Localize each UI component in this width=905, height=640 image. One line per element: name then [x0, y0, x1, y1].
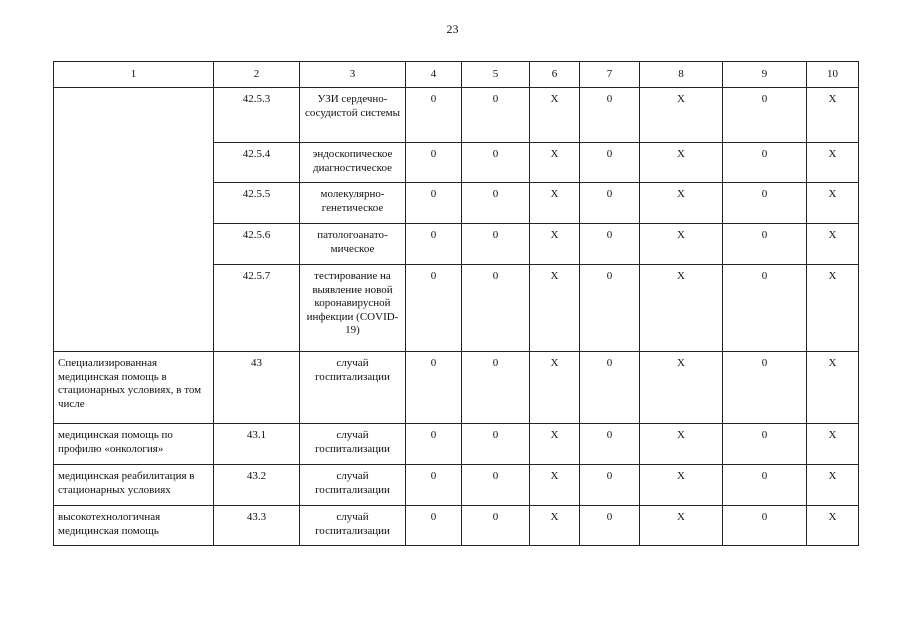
- row-value-c7: 0: [580, 424, 640, 465]
- row-value-c7: 0: [580, 352, 640, 424]
- row-code-cell: 42.5.6: [214, 224, 300, 265]
- row-value-c10: X: [807, 88, 859, 143]
- row-code-cell: 43.2: [214, 465, 300, 506]
- row-value-c4: 0: [406, 183, 462, 224]
- row-code-cell: 43.1: [214, 424, 300, 465]
- row-value-c9: 0: [723, 506, 807, 546]
- row-name-cell: медицинская помощь по профилю «онкология»: [54, 424, 214, 465]
- row-unit-cell: патологоанато-мическое: [300, 224, 406, 265]
- row-code-cell: 42.5.4: [214, 143, 300, 183]
- header-cell-5: 5: [462, 62, 530, 88]
- row-value-c6: X: [530, 465, 580, 506]
- row-value-c4: 0: [406, 352, 462, 424]
- row-value-c5: 0: [462, 143, 530, 183]
- row-value-c8: X: [640, 183, 723, 224]
- row-value-c10: X: [807, 506, 859, 546]
- row-value-c5: 0: [462, 265, 530, 352]
- row-name-cell: Специализированная медицинская помощь в стационарных условиях, в том числе: [54, 352, 214, 424]
- header-cell-8: 8: [640, 62, 723, 88]
- row-code-cell: 42.5.3: [214, 88, 300, 143]
- row-value-c9: 0: [723, 424, 807, 465]
- row-unit-cell: тестирование на выявление новой коронавирусной инфекции (COVID-19): [300, 265, 406, 352]
- header-row: [54, 62, 859, 88]
- row-value-c6: X: [530, 506, 580, 546]
- row-code-cell: 43: [214, 352, 300, 424]
- row-value-c4: 0: [406, 465, 462, 506]
- header-cell-9: 9: [723, 62, 807, 88]
- header-cell-6: 6: [530, 62, 580, 88]
- table-row: [54, 465, 859, 506]
- row-value-c10: X: [807, 224, 859, 265]
- row-value-c8: X: [640, 506, 723, 546]
- row-value-c8: X: [640, 88, 723, 143]
- row-value-c5: 0: [462, 506, 530, 546]
- row-value-c10: X: [807, 352, 859, 424]
- row-code-cell: 43.3: [214, 506, 300, 546]
- row-value-c5: 0: [462, 352, 530, 424]
- row-value-c7: 0: [580, 183, 640, 224]
- row-name-cell: медицинская реабилитация в стационарных условиях: [54, 465, 214, 506]
- row-value-c8: X: [640, 143, 723, 183]
- row-value-c4: 0: [406, 506, 462, 546]
- table-row: [54, 88, 859, 143]
- row-value-c7: 0: [580, 224, 640, 265]
- row-value-c7: 0: [580, 465, 640, 506]
- row-value-c4: 0: [406, 265, 462, 352]
- row-value-c8: X: [640, 224, 723, 265]
- row-unit-cell: случай госпитализации: [300, 465, 406, 506]
- header-cell-10: 10: [807, 62, 859, 88]
- row-value-c4: 0: [406, 88, 462, 143]
- header-cell-7: 7: [580, 62, 640, 88]
- row-unit-cell: случай госпитализации: [300, 506, 406, 546]
- row-value-c6: X: [530, 143, 580, 183]
- row-unit-cell: УЗИ сердечно-сосудистой системы: [300, 88, 406, 143]
- row-value-c5: 0: [462, 224, 530, 265]
- row-unit-cell: молекулярно-генетическое: [300, 183, 406, 224]
- row-value-c10: X: [807, 265, 859, 352]
- table-row: [54, 424, 859, 465]
- row-value-c4: 0: [406, 424, 462, 465]
- row-value-c8: X: [640, 465, 723, 506]
- row-value-c7: 0: [580, 143, 640, 183]
- row-unit-cell: случай госпитализации: [300, 352, 406, 424]
- row-value-c8: X: [640, 424, 723, 465]
- row-value-c9: 0: [723, 352, 807, 424]
- header-cell-4: 4: [406, 62, 462, 88]
- page-number: 23: [446, 22, 459, 36]
- header-cell-2: 2: [214, 62, 300, 88]
- row-name-cell: высокотехнологичная медицинская помощь: [54, 506, 214, 546]
- row-value-c6: X: [530, 424, 580, 465]
- header-cell-1: 1: [54, 62, 214, 88]
- row-value-c5: 0: [462, 88, 530, 143]
- row-value-c9: 0: [723, 265, 807, 352]
- row-value-c10: X: [807, 143, 859, 183]
- row-value-c6: X: [530, 88, 580, 143]
- row-value-c6: X: [530, 265, 580, 352]
- row-value-c9: 0: [723, 224, 807, 265]
- row-value-c5: 0: [462, 424, 530, 465]
- table-row: [54, 352, 859, 424]
- row-value-c9: 0: [723, 183, 807, 224]
- row-value-c7: 0: [580, 88, 640, 143]
- row-value-c10: X: [807, 465, 859, 506]
- row-value-c9: 0: [723, 465, 807, 506]
- table-row: [54, 506, 859, 546]
- row-name-cell: [54, 88, 214, 352]
- row-unit-cell: эндоскопическое диагностическое: [300, 143, 406, 183]
- header-cell-3: 3: [300, 62, 406, 88]
- row-value-c6: X: [530, 183, 580, 224]
- row-value-c4: 0: [406, 143, 462, 183]
- row-value-c7: 0: [580, 265, 640, 352]
- row-value-c4: 0: [406, 224, 462, 265]
- row-value-c5: 0: [462, 183, 530, 224]
- row-value-c9: 0: [723, 88, 807, 143]
- row-value-c10: X: [807, 424, 859, 465]
- row-value-c8: X: [640, 352, 723, 424]
- row-value-c10: X: [807, 183, 859, 224]
- row-unit-cell: случай госпитализации: [300, 424, 406, 465]
- data-table: [53, 61, 859, 546]
- row-code-cell: 42.5.7: [214, 265, 300, 352]
- row-value-c9: 0: [723, 143, 807, 183]
- row-value-c6: X: [530, 352, 580, 424]
- row-value-c5: 0: [462, 465, 530, 506]
- row-value-c7: 0: [580, 506, 640, 546]
- row-value-c6: X: [530, 224, 580, 265]
- row-value-c8: X: [640, 265, 723, 352]
- row-code-cell: 42.5.5: [214, 183, 300, 224]
